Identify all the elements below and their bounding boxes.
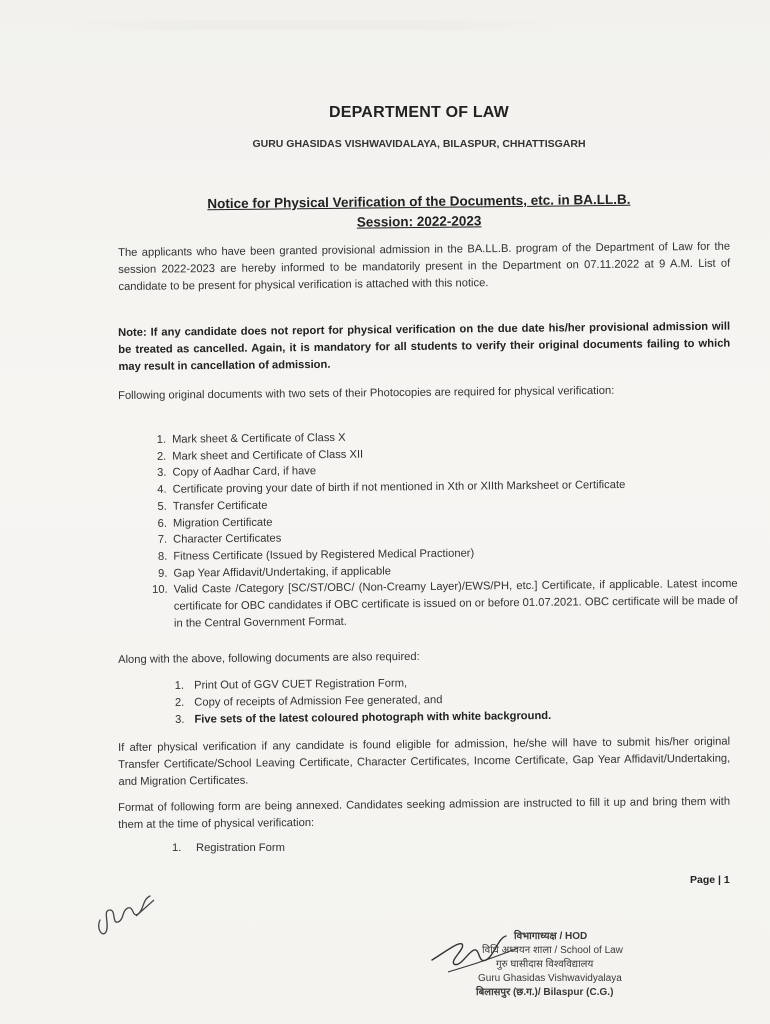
- eligible-paragraph: If after physical verification if any candidate is found eligible for admission, he/she will have to submit his/her original Transfer Certificate/School Leaving Certificate, Character Certificates, Income Certificate, Gap Year Affidavit/Undertaking, and Migration Certificates.: [118, 735, 731, 788]
- documents-list: [140, 426, 738, 633]
- stamp-line-university-hindi: गुरु घासीदास विश्वविद्यालय: [496, 959, 594, 970]
- documents-intro: Following original documents with two sets of their Photocopies are required for physical verification:: [118, 384, 615, 402]
- forms-list: [172, 842, 285, 854]
- stamp-line-city: बिलासपुर (छ.ग.)/ Bilaspur (C.G.): [476, 987, 614, 998]
- list-item: 5. Transfer Certificate: [157, 499, 268, 513]
- format-paragraph: Format of following form are being annexed. Candidates seeking admission are instructed to fill it up and bring them with them at the time of physical verification:: [118, 795, 731, 831]
- stamp-line-university: Guru Ghasidas Vishwavidyalaya: [478, 973, 622, 984]
- also-required-list: [164, 672, 725, 729]
- list-item: 10. Valid Caste /Category [SC/ST/OBC/ (Non-Creamy Layer)/EWS/PH, etc.] Certificate, if applicable. Latest income certificate for OBC candidates if OBC certificate is issued on or before 01.07.2021. OBC certificate will be made of in the Central Government Format.: [152, 578, 738, 630]
- list-item: 8. Fitness Certificate (Issued by Registered Medical Practioner): [157, 547, 475, 563]
- intro-paragraph: The applicants who have been granted provisional admission in the BA.LL.B. program of the Department of Law for the session 2022-2023 are hereby informed to be mandatorily present in the Department on 07.11.2022 at 9 A.M. List of candidate to be present for physical verification is attached with this notice.: [118, 240, 731, 293]
- list-item: 1. Print Out of GGV CUET Registration Form,: [174, 677, 408, 692]
- university-subtitle: GURU GHASIDAS VISHWAVIDALAYA, BILASPUR, CHHATTISGARH: [252, 138, 586, 150]
- list-item: 6. Migration Certificate: [157, 516, 273, 530]
- also-required-intro: Along with the above, following documents are also required:: [118, 650, 420, 666]
- scan-artifact: [60, 20, 560, 30]
- list-item: 4. Certificate proving your date of birth if not mentioned in Xth or XIIth Marksheet or Certificate: [157, 479, 626, 496]
- hod-stamp: [440, 930, 670, 1000]
- department-title: DEPARTMENT OF LAW: [329, 104, 509, 121]
- stamp-line-hod: विभागाध्यक्ष / HOD: [514, 931, 588, 942]
- list-item: 9. Gap Year Affidavit/Undertaking, if applicable: [158, 565, 392, 580]
- list-item: 1. Mark sheet & Certificate of Class X: [156, 431, 346, 446]
- list-item: 7. Character Certificates: [157, 532, 282, 547]
- note-paragraph: Note: If any candidate does not report for physical verification on the due date his/her provisional admission will be treated as cancelled. Again, it is mandatory for all students to verify their original documents failing to which may result in cancellation of admission.: [118, 320, 731, 373]
- handwritten-signature: [92, 880, 172, 950]
- notice-title: [34, 188, 770, 236]
- list-item: 3. Five sets of the latest coloured photograph with white background.: [175, 709, 552, 726]
- list-item: 2. Copy of receipts of Admission Fee generated, and: [174, 694, 443, 709]
- notice-session: Session: 2022-2023: [356, 213, 482, 230]
- page-number: Page | 1: [690, 874, 730, 886]
- list-item: 1. Registration Form: [172, 842, 285, 854]
- stamp-line-school: विधि अध्ययन शाला / School of Law: [482, 945, 623, 956]
- list-item: 3. Copy of Aadhar Card, if have: [157, 465, 317, 480]
- notice-title-line1: Notice for Physical Verification of the Documents, etc. in BA.LL.B.: [207, 191, 631, 212]
- list-item: 2. Mark sheet and Certificate of Class XII: [156, 448, 364, 463]
